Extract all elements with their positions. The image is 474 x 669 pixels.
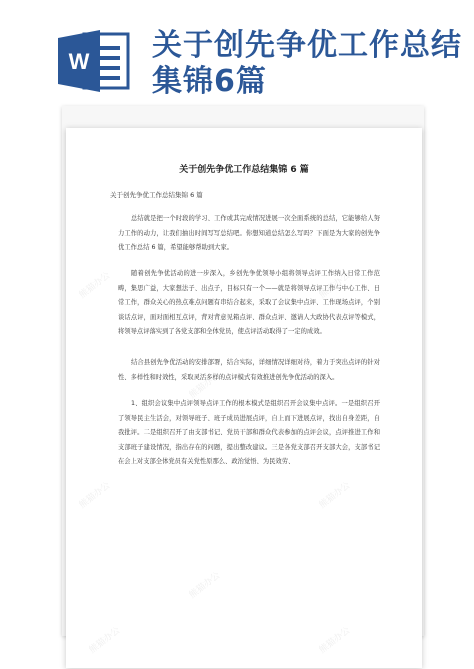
watermark: 熊猫办公 xyxy=(77,480,113,511)
watermark: 熊猫办公 xyxy=(187,570,223,601)
document-subtitle: 关于创先争优工作总结集锦 6 篇 xyxy=(110,191,203,199)
watermark: 熊猫办公 xyxy=(317,270,353,301)
document-title: 关于创先争优工作总结集锦 6 篇 xyxy=(179,165,309,175)
watermark: 熊猫办公 xyxy=(317,625,353,656)
paragraph: 总结就是把一个时段的学习、工作或其完成情况进展一次全面系统的总结，它能够给人努力工作的动力，让我们抽出时间写写总结吧。你想知道总结怎么写吗？下面是为大家的创先争优工作总结 6 篇，希望能够帮助到大家。 xyxy=(118,215,380,251)
word-icon xyxy=(58,30,132,92)
document-page xyxy=(66,128,422,668)
banner-title: 关于创先争优工作总结集锦6篇 xyxy=(152,28,462,99)
word-logo-letter: W xyxy=(68,49,90,74)
watermark: 熊猫办公 xyxy=(317,480,353,511)
banner xyxy=(0,0,474,120)
paragraph: 随着创先争优活动的进一步深入，乡创先争优领导小组将领导点评工作纳入日常工作范畴，集思广益，大家想法子、出点子，目标只有一个——就是将领导点评工作与中心工作、日常工作，群众关心的热点难点问题有串结合起来，采取了会议集中点评、工作现场点评，个别谈话点评，面对面相互点评，背对背意见箱点评、群众点评、邀请人大政协代表点评等模式，将领导点评落实到了各党支部和全体党员，使点评活动取得了一定的成效。 xyxy=(118,270,380,335)
watermark: 熊猫办公 xyxy=(187,370,223,401)
watermark: 熊猫办公 xyxy=(87,625,123,656)
paragraph: 结合县创先争优活动的安排部署，结合实际，详细情况详细对待，着力于突出点评的针对性、多样性和时效性，采取灵活多样的点评模式有效推进创先争优活动的深入。 xyxy=(118,359,380,381)
watermark: 熊猫办公 xyxy=(77,270,113,301)
paragraph: 1、组织会议集中点评领导点评工作的根本模式是组织召开会议集中点评。一是组织召开了领导民主生活会，对领导班子、班子成员进展点评，自上而下进展点评，找出自身差距，自我批评。二是组织召开了由支部书记、党员干部和群众代表参加的点评会议，点评推进工作和支部班子建设情况，指出存在的问题，提出整改建议。三是各党支部召开支部大会，支部书记在会上对支部全体党员有关党性原那么、政治觉悟、为民效劳、 xyxy=(118,400,380,465)
